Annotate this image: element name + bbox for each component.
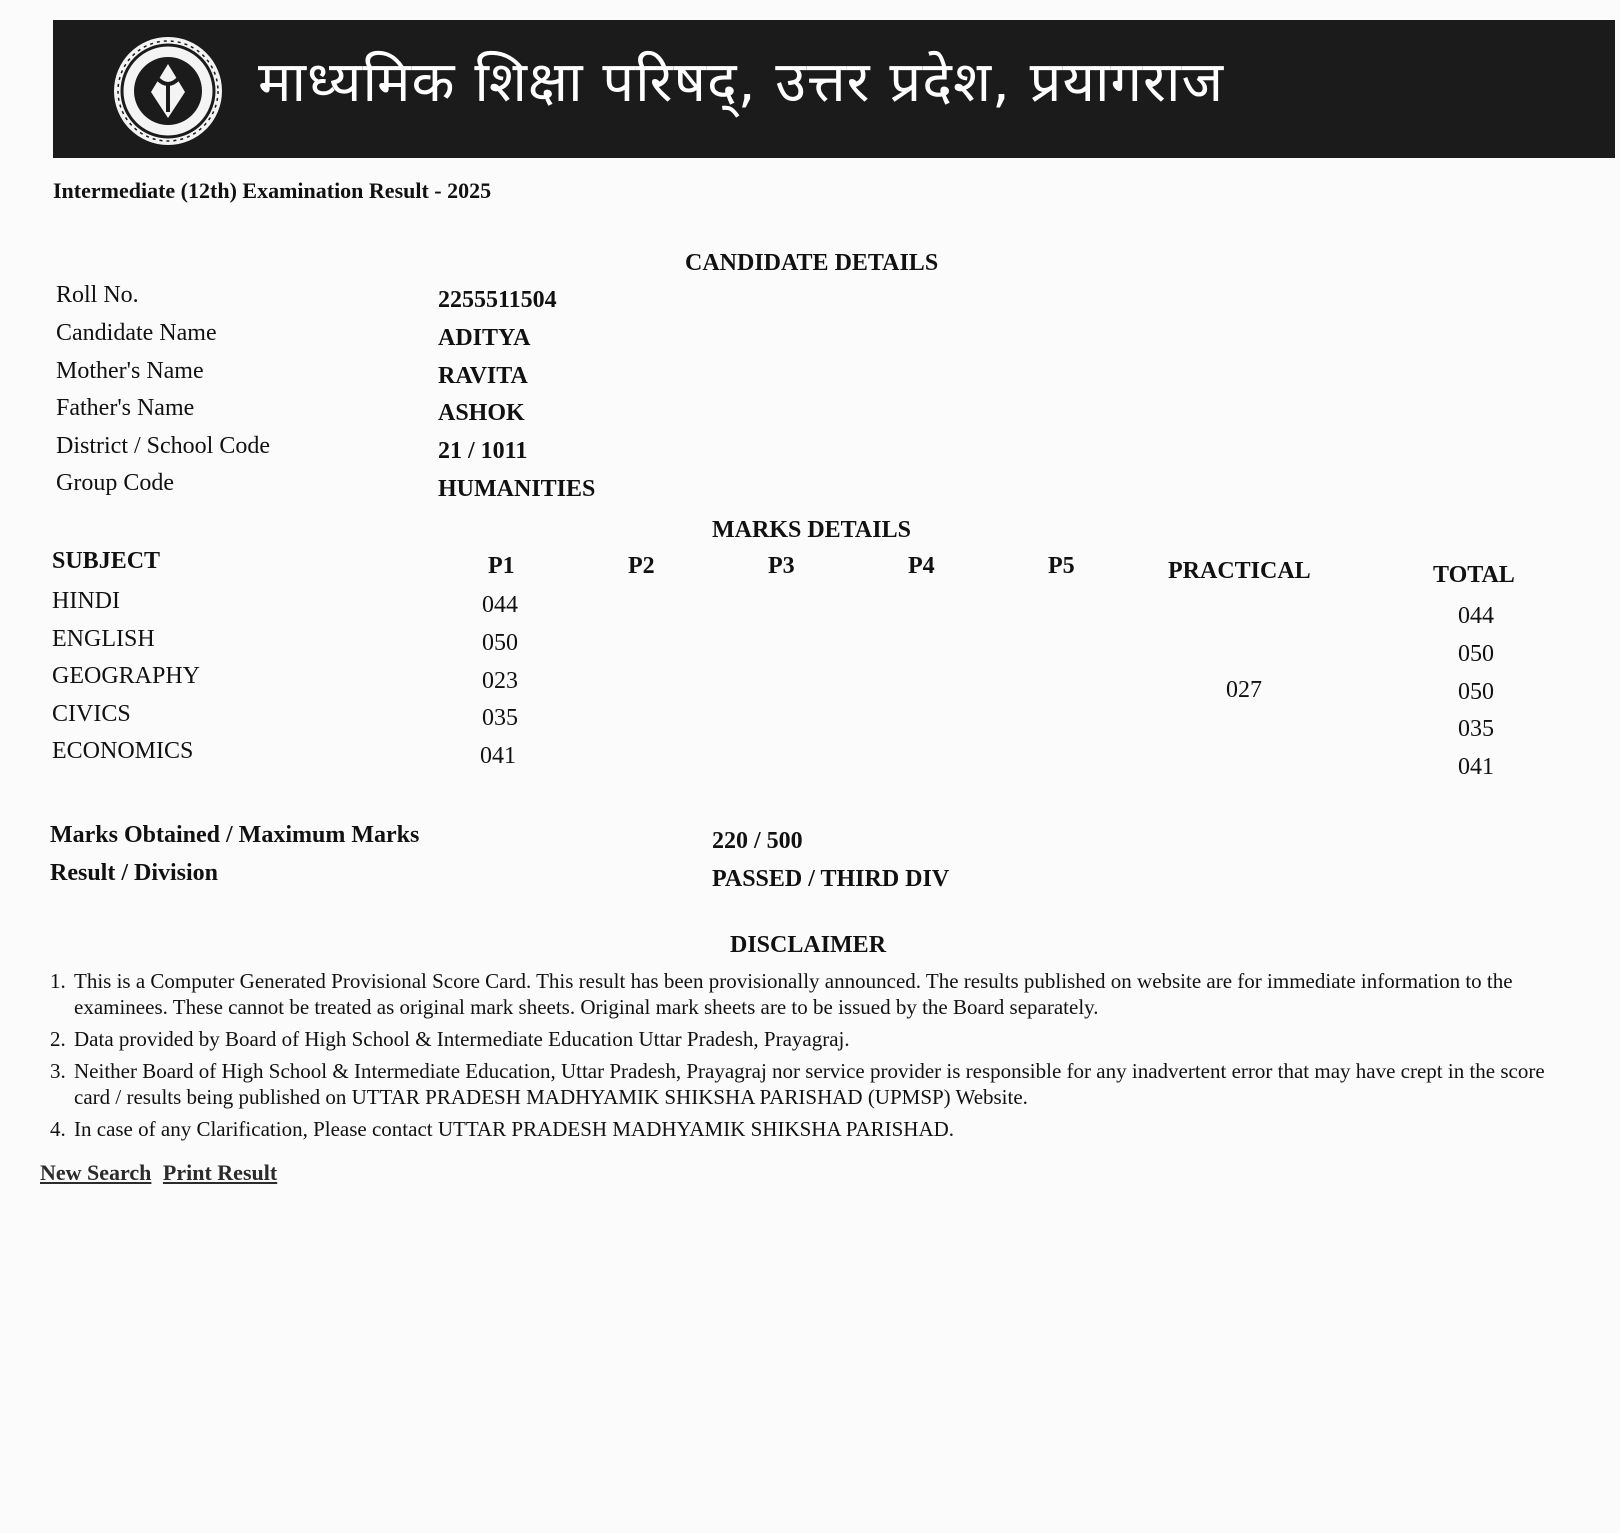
subject-economics: ECONOMICS bbox=[52, 738, 194, 764]
economics-total: 041 bbox=[1458, 754, 1494, 780]
english-p1: 050 bbox=[482, 630, 518, 656]
disclaimer-number: 3. bbox=[50, 1059, 66, 1083]
mother-name-value: RAVITA bbox=[438, 363, 528, 389]
disclaimer-text: In case of any Clarification, Please contact UTTAR PRADESH MADHYAMIK SHIKSHA PARISHAD. bbox=[74, 1117, 955, 1141]
hindi-p1: 044 bbox=[482, 592, 518, 618]
result-division-value: PASSED / THIRD DIV bbox=[712, 866, 950, 892]
marks-obtained-label: Marks Obtained / Maximum Marks bbox=[50, 822, 420, 848]
col-practical: PRACTICAL bbox=[1168, 558, 1311, 584]
page-title: माध्यमिक शिक्षा परिषद्, उत्तर प्रदेश, प्रयागराज bbox=[258, 50, 1224, 115]
candidate-name-value: ADITYA bbox=[438, 325, 531, 351]
disclaimer-item bbox=[50, 1116, 1585, 1142]
col-p2: P2 bbox=[628, 553, 655, 579]
disclaimer-number: 2. bbox=[50, 1027, 66, 1051]
english-total: 050 bbox=[1458, 641, 1494, 667]
col-p5: P5 bbox=[1048, 553, 1075, 579]
father-name-label: Father's Name bbox=[56, 395, 195, 421]
disclaimer-text: Neither Board of High School & Intermediate Education, Uttar Pradesh, Prayagraj nor service provider is responsible for any inadvertent error that may have crept in the score card / results being published on UTTAR PRADESH MADHYAMIK SHIKSHA PARISHAD (UPMSP) Website. bbox=[74, 1059, 1545, 1109]
print-result-link[interactable]: Print Result bbox=[162, 1160, 278, 1185]
disclaimer-heading: DISCLAIMER bbox=[730, 932, 887, 958]
father-name-value: ASHOK bbox=[438, 400, 525, 426]
civics-total: 035 bbox=[1458, 716, 1494, 742]
disclaimer-number: 4. bbox=[50, 1117, 66, 1141]
geography-practical: 027 bbox=[1226, 677, 1262, 703]
exam-title: Intermediate (12th) Examination Result - 2025 bbox=[53, 178, 492, 203]
geography-p1: 023 bbox=[482, 668, 518, 694]
subject-civics: CIVICS bbox=[52, 701, 131, 727]
col-p3: P3 bbox=[768, 553, 795, 579]
col-total: TOTAL bbox=[1433, 562, 1515, 588]
new-search-link[interactable]: New Search bbox=[40, 1160, 152, 1185]
disclaimer-text: Data provided by Board of High School & Intermediate Education Uttar Pradesh, Prayagraj. bbox=[74, 1027, 850, 1051]
district-school-code-value: 21 / 1011 bbox=[438, 438, 528, 464]
subject-english: ENGLISH bbox=[52, 626, 155, 652]
roll-no-value: 2255511504 bbox=[438, 287, 557, 313]
district-school-code-label: District / School Code bbox=[56, 433, 270, 459]
col-p4: P4 bbox=[908, 553, 935, 579]
geography-total: 050 bbox=[1458, 679, 1494, 705]
disclaimer-item bbox=[50, 1026, 1585, 1052]
col-subject: SUBJECT bbox=[52, 548, 161, 574]
header-banner bbox=[53, 20, 1615, 158]
group-code-label: Group Code bbox=[56, 470, 174, 496]
hindi-total: 044 bbox=[1458, 603, 1494, 629]
subject-geography: GEOGRAPHY bbox=[52, 663, 201, 689]
group-code-value: HUMANITIES bbox=[438, 476, 596, 502]
economics-p1: 041 bbox=[480, 743, 516, 769]
disclaimer-item bbox=[50, 968, 1585, 1020]
result-links bbox=[40, 1160, 283, 1186]
marks-obtained-value: 220 / 500 bbox=[712, 828, 803, 854]
disclaimer-number: 1. bbox=[50, 969, 66, 993]
col-p1: P1 bbox=[488, 553, 515, 579]
up-govt-emblem-icon bbox=[111, 34, 225, 148]
disclaimer-item bbox=[50, 1058, 1585, 1110]
candidate-name-label: Candidate Name bbox=[56, 320, 217, 346]
mother-name-label: Mother's Name bbox=[56, 358, 204, 384]
subject-hindi: HINDI bbox=[52, 588, 120, 614]
result-division-label: Result / Division bbox=[50, 860, 219, 886]
roll-no-label: Roll No. bbox=[56, 282, 139, 308]
disclaimer-list bbox=[50, 968, 1585, 1148]
disclaimer-text: This is a Computer Generated Provisional Score Card. This result has been provisionally announced. The results published on website are for immediate information to the examinees. These cannot be treated as original mark sheets. Original mark sheets are to be issued by the Board separately. bbox=[74, 969, 1513, 1019]
candidate-details-heading: CANDIDATE DETAILS bbox=[685, 250, 939, 276]
civics-p1: 035 bbox=[482, 705, 518, 731]
marks-details-heading: MARKS DETAILS bbox=[712, 517, 911, 543]
